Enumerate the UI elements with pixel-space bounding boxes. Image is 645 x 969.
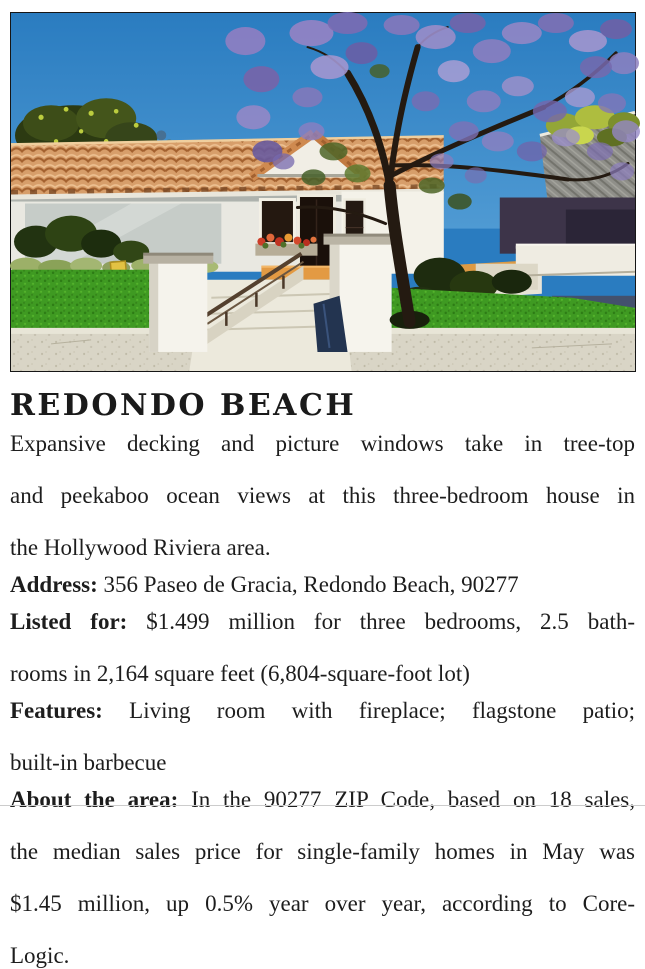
listing-text <box>10 388 635 969</box>
text-line <box>10 572 635 598</box>
text-line <box>10 943 635 969</box>
text-line <box>10 750 635 776</box>
text-line <box>10 483 635 535</box>
text-run: Expansive decking and picture windows take in tree-top <box>10 431 635 456</box>
paragraph-about-the-area <box>10 787 635 969</box>
text-line <box>10 891 635 943</box>
text-run: $1.499 million for three bedrooms, 2.5 bath- <box>146 609 636 634</box>
neighborhood-heading: REDONDO BEACH <box>10 388 357 423</box>
text-line <box>10 535 635 561</box>
paragraph-description <box>10 431 635 561</box>
listing-photo <box>10 12 636 372</box>
text-run: Living room with fireplace; flagstone patio; <box>129 698 635 723</box>
bottom-hairline <box>0 805 645 806</box>
paragraphs <box>10 431 635 969</box>
text-run: rooms in 2,164 square feet (6,804-square-foot lot) <box>10 661 470 686</box>
text-line <box>10 787 635 839</box>
paragraph-listed-for <box>10 609 635 687</box>
text-line <box>10 698 635 750</box>
paragraph-address <box>10 572 635 598</box>
text-line <box>10 839 635 891</box>
text-line <box>10 609 635 661</box>
bold-label: Address: <box>10 572 104 597</box>
bold-label: Listed for: <box>10 609 147 634</box>
bold-label: Features: <box>10 698 130 723</box>
text-run: Logic. <box>10 943 70 968</box>
text-line <box>10 661 635 687</box>
text-run: 356 Paseo de Gracia, Redondo Beach, 90277 <box>103 572 519 597</box>
text-run: built-in barbecue <box>10 750 167 775</box>
text-line <box>10 431 635 483</box>
text-run: the Hollywood Riviera area. <box>10 535 271 560</box>
text-run: and peekaboo ocean views at this three-bedroom house in <box>10 483 635 508</box>
listing-page <box>0 12 645 968</box>
text-run: $1.45 million, up 0.5% year over year, according to Core- <box>10 891 635 916</box>
bold-label: About the area: <box>10 787 192 812</box>
text-run: the median sales price for single-family homes in May was <box>10 839 635 864</box>
photo-illustration <box>11 13 635 371</box>
text-run: In the 90277 ZIP Code, based on 18 sales, <box>191 787 636 812</box>
paragraph-features <box>10 698 635 776</box>
